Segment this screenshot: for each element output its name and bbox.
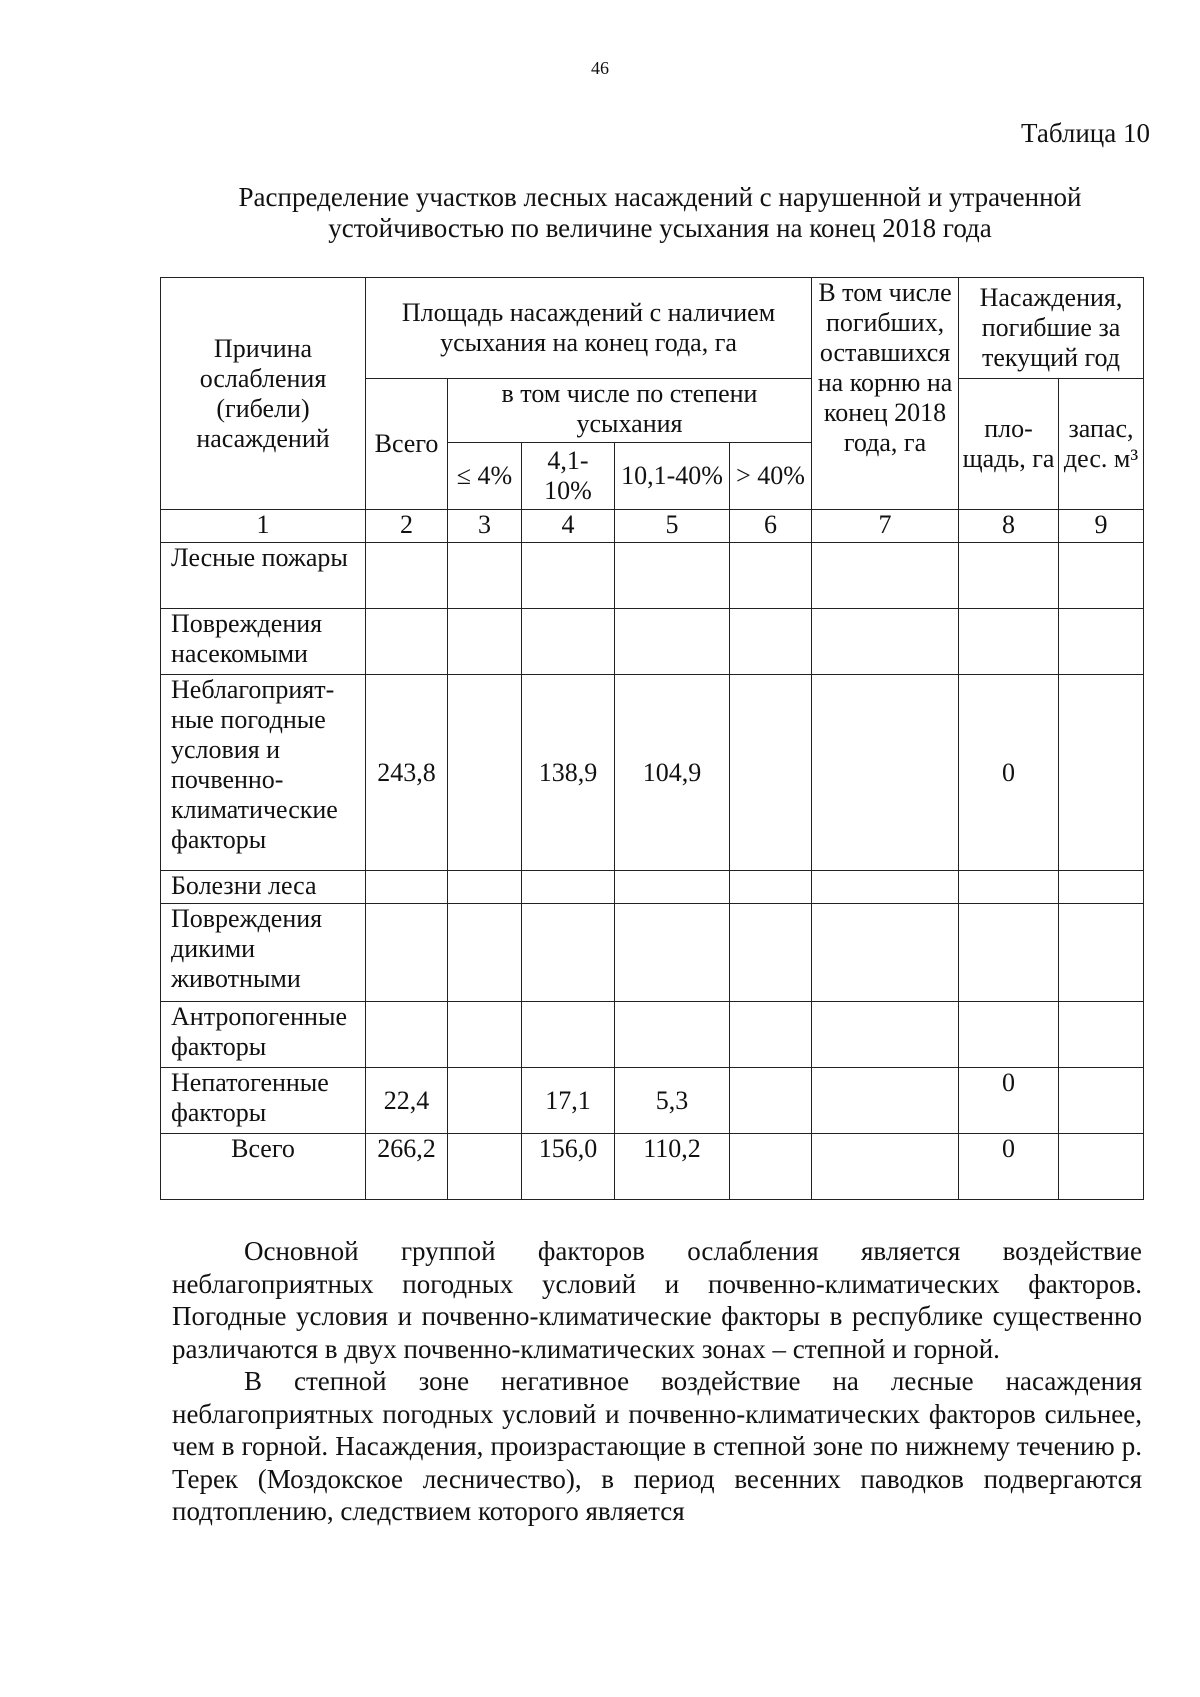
col-number: 3 xyxy=(448,510,522,543)
cell-died-stock xyxy=(1059,543,1144,609)
cell-dead xyxy=(812,609,959,675)
row-cause: Антропогенные факторы xyxy=(161,1002,366,1068)
header-degree-1: ≤ 4% xyxy=(448,443,522,510)
cell-deg4 xyxy=(730,609,812,675)
cell-deg2 xyxy=(522,1002,615,1068)
cell-deg4 xyxy=(730,1068,812,1134)
table-row xyxy=(161,543,1144,609)
row-cause: Всего xyxy=(161,1134,366,1200)
cell-deg1 xyxy=(448,1134,522,1200)
header-by-degree: в том числе по степени усыхания xyxy=(448,379,812,443)
column-number-row xyxy=(161,510,1144,543)
table-row xyxy=(161,1002,1144,1068)
cell-died-stock xyxy=(1059,609,1144,675)
col-number: 1 xyxy=(161,510,366,543)
header-area-group: Площадь насаждений с наличием усыхания на конец года, га xyxy=(366,278,812,379)
col-number: 5 xyxy=(615,510,730,543)
cell-died-stock xyxy=(1059,1002,1144,1068)
cell-total: 22,4 xyxy=(366,1068,448,1134)
cell-deg3: 104,9 xyxy=(615,675,730,871)
cell-deg3 xyxy=(615,1002,730,1068)
cell-deg4 xyxy=(730,904,812,1002)
cell-deg2: 138,9 xyxy=(522,675,615,871)
table-row xyxy=(161,904,1144,1002)
cell-deg3 xyxy=(615,904,730,1002)
cell-dead xyxy=(812,675,959,871)
cell-died-area xyxy=(959,1002,1059,1068)
row-cause: Повреждения дикими животными xyxy=(161,904,366,1002)
header-degree-2: 4,1-10% xyxy=(522,443,615,510)
cell-deg4 xyxy=(730,871,812,904)
paragraph: Основной группой факторов ослабления является воздействие неблагоприятных погодных условий и почвенно-климатических факторов. Погодные условия и почвенно-климатические факторы в республике существенно различаются в двух почвенно-климатических зонах – степной и горной. xyxy=(172,1236,1142,1364)
cell-deg1 xyxy=(448,871,522,904)
col-number: 4 xyxy=(522,510,615,543)
cell-deg3: 5,3 xyxy=(615,1068,730,1134)
cell-deg1 xyxy=(448,675,522,871)
header-total: Всего xyxy=(366,379,448,510)
cell-deg2: 156,0 xyxy=(522,1134,615,1200)
header-dead-remaining: В том числе погибших, оставшихся на корню на конец 2018 года, га xyxy=(812,278,959,510)
header-cause: Причина ослабления (гибели) насаждений xyxy=(161,278,366,510)
col-number: 2 xyxy=(366,510,448,543)
cell-died-area: 0 xyxy=(959,1134,1059,1200)
cell-died-stock xyxy=(1059,1068,1144,1134)
cell-deg3 xyxy=(615,609,730,675)
cell-dead xyxy=(812,1002,959,1068)
cell-died-area xyxy=(959,871,1059,904)
page-number: 46 xyxy=(591,58,609,78)
cell-died-area xyxy=(959,543,1059,609)
header-died-group: Насаждения, погибшие за текущий год xyxy=(959,278,1144,379)
cell-total: 266,2 xyxy=(366,1134,448,1200)
table-row xyxy=(161,675,1144,871)
cell-deg1 xyxy=(448,904,522,1002)
cell-deg4 xyxy=(730,1134,812,1200)
table-label: Таблица 10 xyxy=(1021,118,1150,148)
row-cause: Болезни леса xyxy=(161,871,366,904)
cell-dead xyxy=(812,1068,959,1134)
cell-died-area xyxy=(959,609,1059,675)
cell-deg2: 17,1 xyxy=(522,1068,615,1134)
cell-died-stock xyxy=(1059,904,1144,1002)
cell-died-stock xyxy=(1059,871,1144,904)
col-number: 7 xyxy=(812,510,959,543)
cell-deg2 xyxy=(522,871,615,904)
cell-total xyxy=(366,904,448,1002)
row-cause: Непатогенные факторы xyxy=(161,1068,366,1134)
cell-deg4 xyxy=(730,1002,812,1068)
col-number: 8 xyxy=(959,510,1059,543)
table-row xyxy=(161,1068,1144,1134)
cell-total xyxy=(366,609,448,675)
cell-died-area xyxy=(959,904,1059,1002)
cell-deg2 xyxy=(522,904,615,1002)
cell-deg1 xyxy=(448,609,522,675)
cell-deg1 xyxy=(448,1068,522,1134)
cell-died-stock xyxy=(1059,675,1144,871)
table-caption xyxy=(160,182,1160,244)
cell-deg1 xyxy=(448,1002,522,1068)
cell-dead xyxy=(812,1134,959,1200)
header-died-area: пло-щадь, га xyxy=(959,379,1059,510)
cell-total xyxy=(366,1002,448,1068)
cell-total: 243,8 xyxy=(366,675,448,871)
cell-dead xyxy=(812,543,959,609)
table-row xyxy=(161,871,1144,904)
row-cause: Повреждения насекомыми xyxy=(161,609,366,675)
header-died-stock: запас, дес. м³ xyxy=(1059,379,1144,510)
cell-deg2 xyxy=(522,543,615,609)
cell-total xyxy=(366,543,448,609)
cell-deg4 xyxy=(730,675,812,871)
col-number: 9 xyxy=(1059,510,1144,543)
cell-dead xyxy=(812,871,959,904)
desiccation-table xyxy=(160,277,1144,1200)
table-row-total xyxy=(161,1134,1144,1200)
cell-deg2 xyxy=(522,609,615,675)
cell-total xyxy=(366,871,448,904)
row-cause: Лесные пожары xyxy=(161,543,366,609)
header-degree-3: 10,1-40% xyxy=(615,443,730,510)
body-text xyxy=(172,1235,1142,1528)
caption-line-2: устойчивостью по величине усыхания на конец 2018 года xyxy=(328,213,992,243)
cell-deg4 xyxy=(730,543,812,609)
cell-died-area: 0 xyxy=(959,1068,1059,1134)
paragraph: В степной зоне негативное воздействие на лесные насаждения неблагоприятных погодных условий и почвенно-климатических факторов сильнее, чем в горной. Насаждения, произрастающие в степной зоне по нижнему течению р. Терек (Моздокское лесничество), в период весенних паводков подвергаются подтоплению, следствием которого является xyxy=(172,1366,1142,1526)
cell-deg1 xyxy=(448,543,522,609)
row-cause: Неблагоприят-ные погодные условия и почвенно-климатические факторы xyxy=(161,675,366,871)
cell-died-stock xyxy=(1059,1134,1144,1200)
col-number: 6 xyxy=(730,510,812,543)
cell-died-area: 0 xyxy=(959,675,1059,871)
cell-deg3 xyxy=(615,871,730,904)
cell-dead xyxy=(812,904,959,1002)
table-row xyxy=(161,609,1144,675)
caption-line-1: Распределение участков лесных насаждений с нарушенной и утраченной xyxy=(238,182,1082,212)
cell-deg3: 110,2 xyxy=(615,1134,730,1200)
cell-deg3 xyxy=(615,543,730,609)
header-degree-4: > 40% xyxy=(730,443,812,510)
